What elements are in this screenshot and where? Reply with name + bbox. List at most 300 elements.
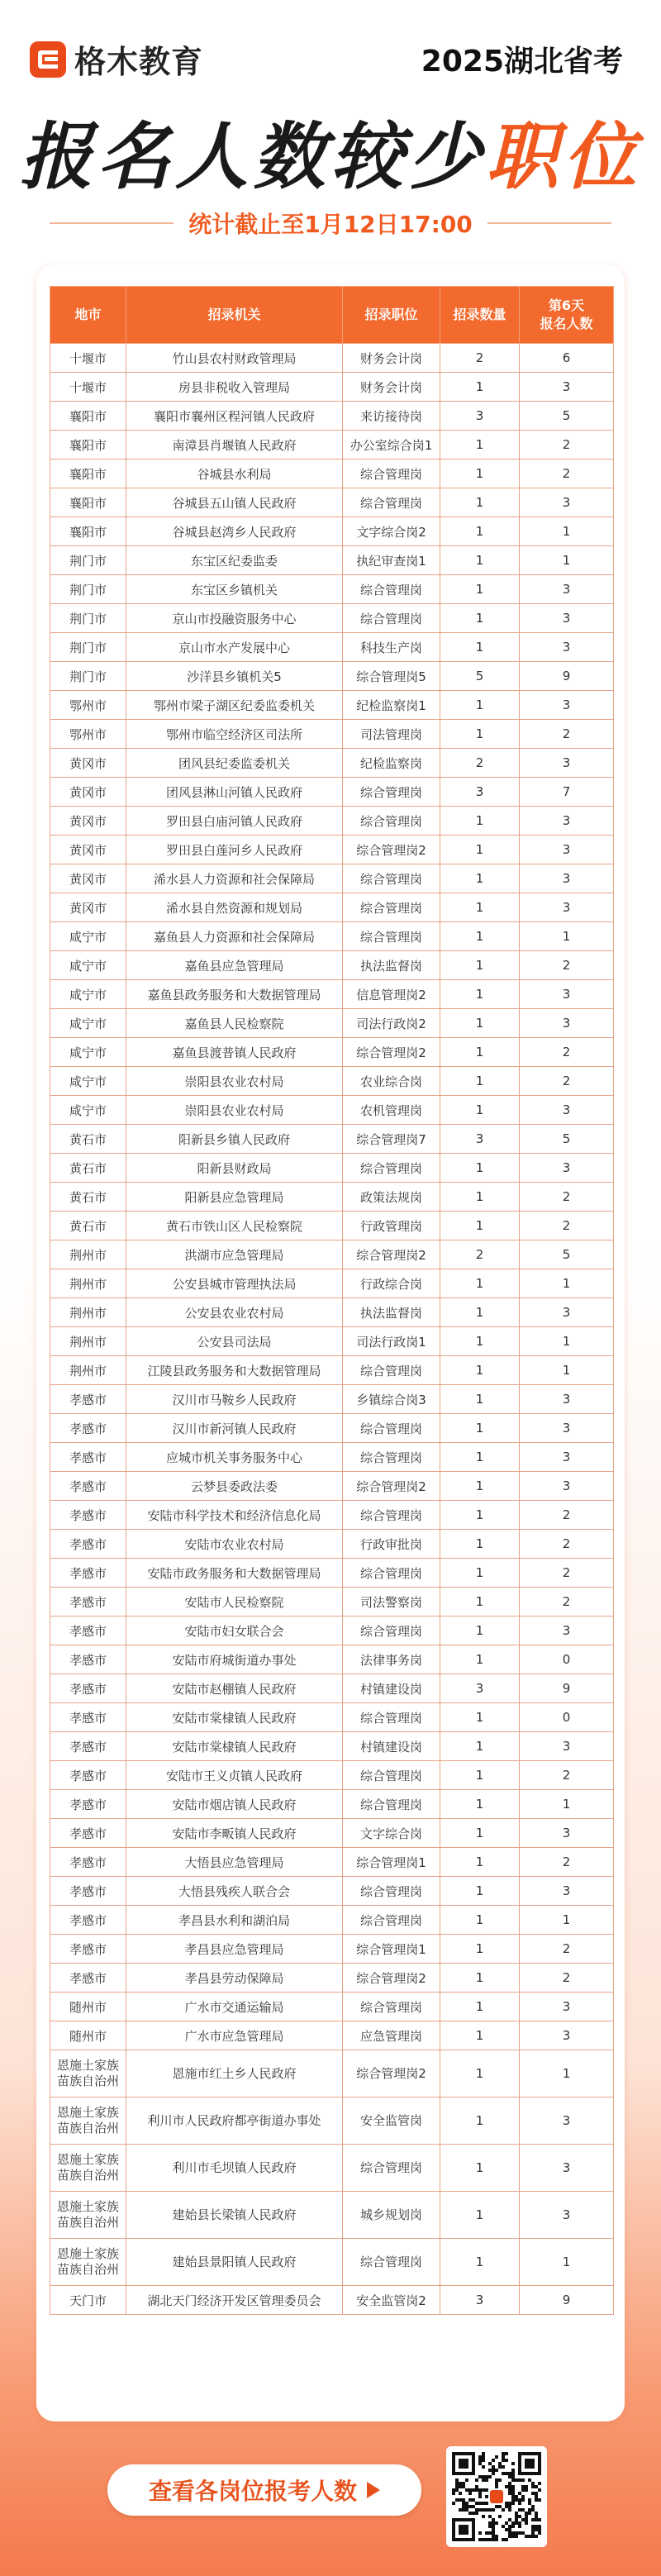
cell-agency: 嘉鱼县渡普镇人民政府 bbox=[126, 1038, 343, 1067]
cell-agency: 阳新县应急管理局 bbox=[126, 1183, 343, 1212]
cell-city: 孝感市 bbox=[50, 1877, 126, 1906]
cell-quota: 1 bbox=[440, 1588, 520, 1617]
cell-city: 恩施土家族苗族自治州 bbox=[50, 2239, 126, 2286]
cell-city: 荆门市 bbox=[50, 575, 126, 604]
cell-city: 孝感市 bbox=[50, 1732, 126, 1761]
cell-position: 综合管理岗 bbox=[343, 2145, 440, 2192]
cell-agency: 崇阳县农业农村局 bbox=[126, 1067, 343, 1096]
exam-name: 2025湖北省考 bbox=[421, 45, 623, 79]
cell-agency: 谷城县水利局 bbox=[126, 459, 343, 488]
cell-position: 综合管理岗7 bbox=[343, 1125, 440, 1154]
cell-city: 荆州市 bbox=[50, 1298, 126, 1327]
cell-position: 文字综合岗2 bbox=[343, 517, 440, 546]
cell-position: 综合管理岗 bbox=[343, 778, 440, 807]
cell-agency: 嘉鱼县应急管理局 bbox=[126, 951, 343, 980]
cell-quota: 1 bbox=[440, 836, 520, 864]
cell-quota: 1 bbox=[440, 1703, 520, 1732]
table-row bbox=[50, 1385, 614, 1414]
table-row bbox=[50, 893, 614, 922]
cell-quota: 1 bbox=[440, 1414, 520, 1443]
table-row bbox=[50, 836, 614, 864]
cell-quota: 1 bbox=[440, 2192, 520, 2239]
brand-logo bbox=[30, 36, 203, 82]
cell-applicants: 1 bbox=[520, 1906, 614, 1935]
cell-agency: 江陵县政务服务和大数据管理局 bbox=[126, 1356, 343, 1385]
cell-agency: 阳新县财政局 bbox=[126, 1154, 343, 1183]
cell-position: 文字综合岗 bbox=[343, 1819, 440, 1848]
cell-agency: 云梦县委政法委 bbox=[126, 1472, 343, 1501]
cell-city: 荆州市 bbox=[50, 1356, 126, 1385]
cell-applicants: 0 bbox=[520, 1645, 614, 1674]
cell-city: 襄阳市 bbox=[50, 431, 126, 459]
brand-logo-icon bbox=[30, 41, 66, 78]
table-row bbox=[50, 1530, 614, 1559]
cell-city: 荆门市 bbox=[50, 662, 126, 691]
cell-agency: 嘉鱼县政务服务和大数据管理局 bbox=[126, 980, 343, 1009]
cell-quota: 3 bbox=[440, 1125, 520, 1154]
cell-city: 孝感市 bbox=[50, 1530, 126, 1559]
cell-quota: 1 bbox=[440, 1559, 520, 1588]
cell-agency: 黄石市铁山区人民检察院 bbox=[126, 1212, 343, 1240]
cell-city: 咸宁市 bbox=[50, 1038, 126, 1067]
cell-quota: 1 bbox=[440, 1906, 520, 1935]
cell-city: 黄冈市 bbox=[50, 807, 126, 836]
cell-position: 财务会计岗 bbox=[343, 373, 440, 402]
cell-quota: 3 bbox=[440, 402, 520, 431]
cell-applicants: 3 bbox=[520, 1443, 614, 1472]
cell-agency: 安陆市人民检察院 bbox=[126, 1588, 343, 1617]
cell-city: 咸宁市 bbox=[50, 951, 126, 980]
table-row bbox=[50, 1472, 614, 1501]
cell-quota: 2 bbox=[440, 1240, 520, 1269]
cell-applicants: 2 bbox=[520, 1501, 614, 1530]
cell-position: 综合管理岗 bbox=[343, 807, 440, 836]
cell-city: 十堰市 bbox=[50, 344, 126, 373]
cell-agency: 安陆市科学技术和经济信息化局 bbox=[126, 1501, 343, 1530]
cell-applicants: 1 bbox=[520, 2239, 614, 2286]
cell-position: 综合管理岗 bbox=[343, 2239, 440, 2286]
table-row bbox=[50, 691, 614, 720]
cell-position: 行政管理岗 bbox=[343, 1212, 440, 1240]
cell-applicants: 2 bbox=[520, 431, 614, 459]
header-quota: 招录数量 bbox=[440, 287, 520, 344]
table-row bbox=[50, 1327, 614, 1356]
cell-agency: 安陆市府城街道办事处 bbox=[126, 1645, 343, 1674]
cell-agency: 汉川市新河镇人民政府 bbox=[126, 1414, 343, 1443]
table-row bbox=[50, 1240, 614, 1269]
cell-agency: 安陆市棠棣镇人民政府 bbox=[126, 1703, 343, 1732]
table-body bbox=[50, 344, 614, 2315]
table-row bbox=[50, 1154, 614, 1183]
table-row bbox=[50, 1819, 614, 1848]
cell-position: 政策法规岗 bbox=[343, 1183, 440, 1212]
cell-quota: 1 bbox=[440, 1472, 520, 1501]
cell-position: 综合管理岗 bbox=[343, 1703, 440, 1732]
cell-quota: 1 bbox=[440, 1183, 520, 1212]
title-highlight: 职位 bbox=[486, 114, 642, 199]
cell-agency: 安陆市李畈镇人民政府 bbox=[126, 1819, 343, 1848]
qr-code[interactable] bbox=[446, 2446, 547, 2547]
cell-quota: 1 bbox=[440, 1617, 520, 1645]
table-row bbox=[50, 1269, 614, 1298]
cell-agency: 鄂州市临空经济区司法所 bbox=[126, 720, 343, 749]
table-row bbox=[50, 1761, 614, 1790]
cell-quota: 1 bbox=[440, 633, 520, 662]
cell-quota: 1 bbox=[440, 1993, 520, 2021]
cell-quota: 1 bbox=[440, 1096, 520, 1125]
cell-applicants: 2 bbox=[520, 1038, 614, 1067]
cell-applicants: 3 bbox=[520, 749, 614, 778]
cell-city: 黄石市 bbox=[50, 1212, 126, 1240]
cell-agency: 利川市人民政府都亭街道办事处 bbox=[126, 2097, 343, 2145]
table-row bbox=[50, 2145, 614, 2192]
table-row bbox=[50, 2021, 614, 2050]
cell-city: 襄阳市 bbox=[50, 517, 126, 546]
cell-quota: 1 bbox=[440, 1385, 520, 1414]
cell-position: 司法管理岗 bbox=[343, 720, 440, 749]
cell-position: 司法行政岗2 bbox=[343, 1009, 440, 1038]
cell-applicants: 5 bbox=[520, 402, 614, 431]
cell-agency: 嘉鱼县人力资源和社会保障局 bbox=[126, 922, 343, 951]
cell-agency: 孝昌县应急管理局 bbox=[126, 1935, 343, 1964]
cell-city: 孝感市 bbox=[50, 1501, 126, 1530]
header-agency: 招录机关 bbox=[126, 287, 343, 344]
cell-city: 黄冈市 bbox=[50, 864, 126, 893]
cell-position: 行政综合岗 bbox=[343, 1269, 440, 1298]
stat-deadline: 统计截止至1月12日17:00 bbox=[188, 211, 473, 238]
cell-applicants: 9 bbox=[520, 1674, 614, 1703]
table-row bbox=[50, 1298, 614, 1327]
cell-applicants: 3 bbox=[520, 1993, 614, 2021]
cell-city: 咸宁市 bbox=[50, 1096, 126, 1125]
cell-city: 荆门市 bbox=[50, 604, 126, 633]
cell-city: 咸宁市 bbox=[50, 922, 126, 951]
cell-quota: 5 bbox=[440, 662, 520, 691]
cell-applicants: 1 bbox=[520, 1269, 614, 1298]
cell-quota: 1 bbox=[440, 2050, 520, 2097]
cell-quota: 1 bbox=[440, 720, 520, 749]
cell-quota: 1 bbox=[440, 546, 520, 575]
cell-agency: 湖北天门经济开发区管理委员会 bbox=[126, 2286, 343, 2315]
cell-city: 襄阳市 bbox=[50, 488, 126, 517]
cell-city: 孝感市 bbox=[50, 1964, 126, 1993]
cell-applicants: 3 bbox=[520, 575, 614, 604]
cell-quota: 1 bbox=[440, 2097, 520, 2145]
cell-agency: 安陆市政务服务和大数据管理局 bbox=[126, 1559, 343, 1588]
header-city: 地市 bbox=[50, 287, 126, 344]
brand-name: 格木教育 bbox=[74, 44, 204, 80]
cell-agency: 谷城县五山镇人民政府 bbox=[126, 488, 343, 517]
table-row bbox=[50, 1993, 614, 2021]
cell-position: 综合管理岗2 bbox=[343, 1964, 440, 1993]
cell-quota: 1 bbox=[440, 1212, 520, 1240]
cell-quota: 1 bbox=[440, 1645, 520, 1674]
table-row bbox=[50, 1732, 614, 1761]
cell-city: 黄石市 bbox=[50, 1125, 126, 1154]
cell-position: 综合管理岗 bbox=[343, 893, 440, 922]
cell-quota: 1 bbox=[440, 1356, 520, 1385]
cell-city: 恩施土家族苗族自治州 bbox=[50, 2145, 126, 2192]
cell-quota: 1 bbox=[440, 922, 520, 951]
cell-agency: 应城市机关事务服务中心 bbox=[126, 1443, 343, 1472]
cell-applicants: 5 bbox=[520, 1125, 614, 1154]
cell-position: 综合管理岗 bbox=[343, 1356, 440, 1385]
header-applicants: 第6天 报名人数 bbox=[520, 287, 614, 344]
table-header-row bbox=[50, 287, 614, 344]
cell-quota: 1 bbox=[440, 2145, 520, 2192]
cell-position: 来访接待岗 bbox=[343, 402, 440, 431]
cell-city: 孝感市 bbox=[50, 1645, 126, 1674]
cell-applicants: 3 bbox=[520, 980, 614, 1009]
table-row bbox=[50, 1674, 614, 1703]
cell-city: 孝感市 bbox=[50, 1385, 126, 1414]
header bbox=[0, 0, 661, 99]
cell-position: 纪检监察岗1 bbox=[343, 691, 440, 720]
table-row bbox=[50, 1906, 614, 1935]
cell-quota: 3 bbox=[440, 2286, 520, 2315]
table-row bbox=[50, 546, 614, 575]
table-row bbox=[50, 2286, 614, 2315]
cell-agency: 公安县城市管理执法局 bbox=[126, 1269, 343, 1298]
cell-quota: 1 bbox=[440, 604, 520, 633]
cell-quota: 1 bbox=[440, 1501, 520, 1530]
cell-quota: 2 bbox=[440, 749, 520, 778]
cell-quota: 1 bbox=[440, 1443, 520, 1472]
cell-city: 襄阳市 bbox=[50, 459, 126, 488]
cell-applicants: 3 bbox=[520, 1096, 614, 1125]
cell-quota: 1 bbox=[440, 864, 520, 893]
cell-applicants: 3 bbox=[520, 604, 614, 633]
view-applicants-button[interactable] bbox=[107, 2464, 421, 2516]
cell-applicants: 6 bbox=[520, 344, 614, 373]
cell-applicants: 3 bbox=[520, 1385, 614, 1414]
cell-city: 孝感市 bbox=[50, 1414, 126, 1443]
cell-agency: 沙洋县乡镇机关5 bbox=[126, 662, 343, 691]
cell-agency: 利川市毛坝镇人民政府 bbox=[126, 2145, 343, 2192]
cell-quota: 1 bbox=[440, 1298, 520, 1327]
cell-city: 荆门市 bbox=[50, 633, 126, 662]
cell-agency: 安陆市赵棚镇人民政府 bbox=[126, 1674, 343, 1703]
cell-position: 纪检监察岗 bbox=[343, 749, 440, 778]
table-row bbox=[50, 2097, 614, 2145]
cell-city: 孝感市 bbox=[50, 1703, 126, 1732]
cell-city: 荆州市 bbox=[50, 1240, 126, 1269]
cell-applicants: 1 bbox=[520, 517, 614, 546]
cell-applicants: 3 bbox=[520, 864, 614, 893]
cell-position: 执法监督岗 bbox=[343, 951, 440, 980]
cell-city: 黄冈市 bbox=[50, 749, 126, 778]
cell-city: 孝感市 bbox=[50, 1588, 126, 1617]
cell-applicants: 3 bbox=[520, 2021, 614, 2050]
cell-agency: 广水市交通运输局 bbox=[126, 1993, 343, 2021]
cell-agency: 恩施市红土乡人民政府 bbox=[126, 2050, 343, 2097]
header-position: 招录职位 bbox=[343, 287, 440, 344]
cell-applicants: 1 bbox=[520, 546, 614, 575]
cell-applicants: 1 bbox=[520, 1356, 614, 1385]
cell-position: 安全监管岗 bbox=[343, 2097, 440, 2145]
cell-quota: 1 bbox=[440, 2021, 520, 2050]
cell-quota: 3 bbox=[440, 1674, 520, 1703]
cell-agency: 安陆市烟店镇人民政府 bbox=[126, 1790, 343, 1819]
cell-city: 恩施土家族苗族自治州 bbox=[50, 2050, 126, 2097]
table-row bbox=[50, 344, 614, 373]
cell-applicants: 3 bbox=[520, 1877, 614, 1906]
cell-applicants: 2 bbox=[520, 1559, 614, 1588]
divider-right bbox=[487, 222, 611, 224]
cell-position: 综合管理岗2 bbox=[343, 836, 440, 864]
table-row bbox=[50, 749, 614, 778]
cell-quota: 1 bbox=[440, 373, 520, 402]
cell-position: 村镇建设岗 bbox=[343, 1732, 440, 1761]
cell-applicants: 3 bbox=[520, 1732, 614, 1761]
cell-quota: 1 bbox=[440, 431, 520, 459]
cell-position: 综合管理岗 bbox=[343, 1790, 440, 1819]
cell-agency: 孝昌县劳动保障局 bbox=[126, 1964, 343, 1993]
cell-city: 随州市 bbox=[50, 2021, 126, 2050]
cell-applicants: 9 bbox=[520, 662, 614, 691]
table-row bbox=[50, 951, 614, 980]
cell-quota: 1 bbox=[440, 517, 520, 546]
cell-agency: 崇阳县农业农村局 bbox=[126, 1096, 343, 1125]
cell-quota: 3 bbox=[440, 778, 520, 807]
cell-quota: 1 bbox=[440, 1935, 520, 1964]
cell-quota: 1 bbox=[440, 691, 520, 720]
cell-applicants: 3 bbox=[520, 691, 614, 720]
cell-city: 恩施土家族苗族自治州 bbox=[50, 2192, 126, 2239]
cell-applicants: 2 bbox=[520, 951, 614, 980]
cell-position: 综合管理岗2 bbox=[343, 1240, 440, 1269]
table-row bbox=[50, 922, 614, 951]
cell-agency: 建始县景阳镇人民政府 bbox=[126, 2239, 343, 2286]
cell-quota: 1 bbox=[440, 1038, 520, 1067]
cell-agency: 孝昌县水利和湖泊局 bbox=[126, 1906, 343, 1935]
table-row bbox=[50, 1703, 614, 1732]
cell-applicants: 3 bbox=[520, 893, 614, 922]
cell-position: 信息管理岗2 bbox=[343, 980, 440, 1009]
cell-position: 综合管理岗 bbox=[343, 1414, 440, 1443]
cell-applicants: 1 bbox=[520, 1790, 614, 1819]
cell-applicants: 2 bbox=[520, 1183, 614, 1212]
cell-applicants: 3 bbox=[520, 807, 614, 836]
cell-city: 黄冈市 bbox=[50, 893, 126, 922]
cell-quota: 1 bbox=[440, 1009, 520, 1038]
cell-city: 恩施土家族苗族自治州 bbox=[50, 2097, 126, 2145]
cell-position: 法律事务岗 bbox=[343, 1645, 440, 1674]
cell-position: 执纪审查岗1 bbox=[343, 546, 440, 575]
table-row bbox=[50, 373, 614, 402]
cell-city: 孝感市 bbox=[50, 1472, 126, 1501]
cell-agency: 京山市投融资服务中心 bbox=[126, 604, 343, 633]
cell-quota: 1 bbox=[440, 488, 520, 517]
cell-city: 孝感市 bbox=[50, 1906, 126, 1935]
cell-position: 农机管理岗 bbox=[343, 1096, 440, 1125]
cell-position: 综合管理岗 bbox=[343, 459, 440, 488]
table-row bbox=[50, 1125, 614, 1154]
table-row bbox=[50, 1877, 614, 1906]
page-title bbox=[0, 99, 661, 203]
cell-position: 农业综合岗 bbox=[343, 1067, 440, 1096]
cell-agency: 罗田县白庙河镇人民政府 bbox=[126, 807, 343, 836]
cell-quota: 1 bbox=[440, 980, 520, 1009]
cell-applicants: 2 bbox=[520, 1067, 614, 1096]
cell-quota: 1 bbox=[440, 807, 520, 836]
table-row bbox=[50, 1212, 614, 1240]
cell-applicants: 2 bbox=[520, 1530, 614, 1559]
table-row bbox=[50, 459, 614, 488]
cell-city: 咸宁市 bbox=[50, 1067, 126, 1096]
table-row bbox=[50, 980, 614, 1009]
cell-position: 应急管理岗 bbox=[343, 2021, 440, 2050]
cell-agency: 建始县长梁镇人民政府 bbox=[126, 2192, 343, 2239]
cell-position: 综合管理岗 bbox=[343, 488, 440, 517]
cell-position: 城乡规划岗 bbox=[343, 2192, 440, 2239]
cell-city: 黄冈市 bbox=[50, 778, 126, 807]
table-row bbox=[50, 1096, 614, 1125]
cell-position: 乡镇综合岗3 bbox=[343, 1385, 440, 1414]
table-row bbox=[50, 2192, 614, 2239]
cell-agency: 汉川市马鞍乡人民政府 bbox=[126, 1385, 343, 1414]
cell-position: 综合管理岗 bbox=[343, 575, 440, 604]
cell-quota: 1 bbox=[440, 1067, 520, 1096]
cell-quota: 1 bbox=[440, 951, 520, 980]
cell-city: 十堰市 bbox=[50, 373, 126, 402]
cell-applicants: 3 bbox=[520, 1009, 614, 1038]
cell-applicants: 7 bbox=[520, 778, 614, 807]
cell-applicants: 2 bbox=[520, 1588, 614, 1617]
table-row bbox=[50, 1356, 614, 1385]
cell-applicants: 3 bbox=[520, 1617, 614, 1645]
table-row bbox=[50, 778, 614, 807]
cell-quota: 1 bbox=[440, 1327, 520, 1356]
cell-position: 综合管理岗 bbox=[343, 922, 440, 951]
cell-quota: 1 bbox=[440, 1819, 520, 1848]
cell-position: 综合管理岗 bbox=[343, 1501, 440, 1530]
table-row bbox=[50, 575, 614, 604]
cell-agency: 洪湖市应急管理局 bbox=[126, 1240, 343, 1269]
cell-position: 综合管理岗2 bbox=[343, 2050, 440, 2097]
table-row bbox=[50, 1009, 614, 1038]
cell-position: 综合管理岗 bbox=[343, 1761, 440, 1790]
cell-agency: 阳新县乡镇人民政府 bbox=[126, 1125, 343, 1154]
title-main: 报名人数较少 bbox=[19, 114, 486, 199]
cell-position: 村镇建设岗 bbox=[343, 1674, 440, 1703]
cell-city: 黄冈市 bbox=[50, 836, 126, 864]
table-row bbox=[50, 720, 614, 749]
cell-city: 襄阳市 bbox=[50, 402, 126, 431]
table-row bbox=[50, 662, 614, 691]
cell-position: 司法警察岗 bbox=[343, 1588, 440, 1617]
table-row bbox=[50, 1964, 614, 1993]
cell-position: 综合管理岗2 bbox=[343, 1038, 440, 1067]
table-row bbox=[50, 1935, 614, 1964]
cell-quota: 1 bbox=[440, 1154, 520, 1183]
cell-applicants: 2 bbox=[520, 1848, 614, 1877]
table-row bbox=[50, 402, 614, 431]
cell-agency: 南漳县肖堰镇人民政府 bbox=[126, 431, 343, 459]
cell-position: 安全监管岗2 bbox=[343, 2286, 440, 2315]
cell-city: 孝感市 bbox=[50, 1559, 126, 1588]
cell-agency: 浠水县人力资源和社会保障局 bbox=[126, 864, 343, 893]
cell-agency: 京山市水产发展中心 bbox=[126, 633, 343, 662]
cell-city: 黄石市 bbox=[50, 1154, 126, 1183]
cell-agency: 鄂州市梁子湖区纪委监委机关 bbox=[126, 691, 343, 720]
cell-city: 鄂州市 bbox=[50, 720, 126, 749]
cell-applicants: 3 bbox=[520, 1472, 614, 1501]
cell-applicants: 3 bbox=[520, 373, 614, 402]
cell-city: 孝感市 bbox=[50, 1790, 126, 1819]
cell-agency: 广水市应急管理局 bbox=[126, 2021, 343, 2050]
cell-quota: 1 bbox=[440, 1964, 520, 1993]
